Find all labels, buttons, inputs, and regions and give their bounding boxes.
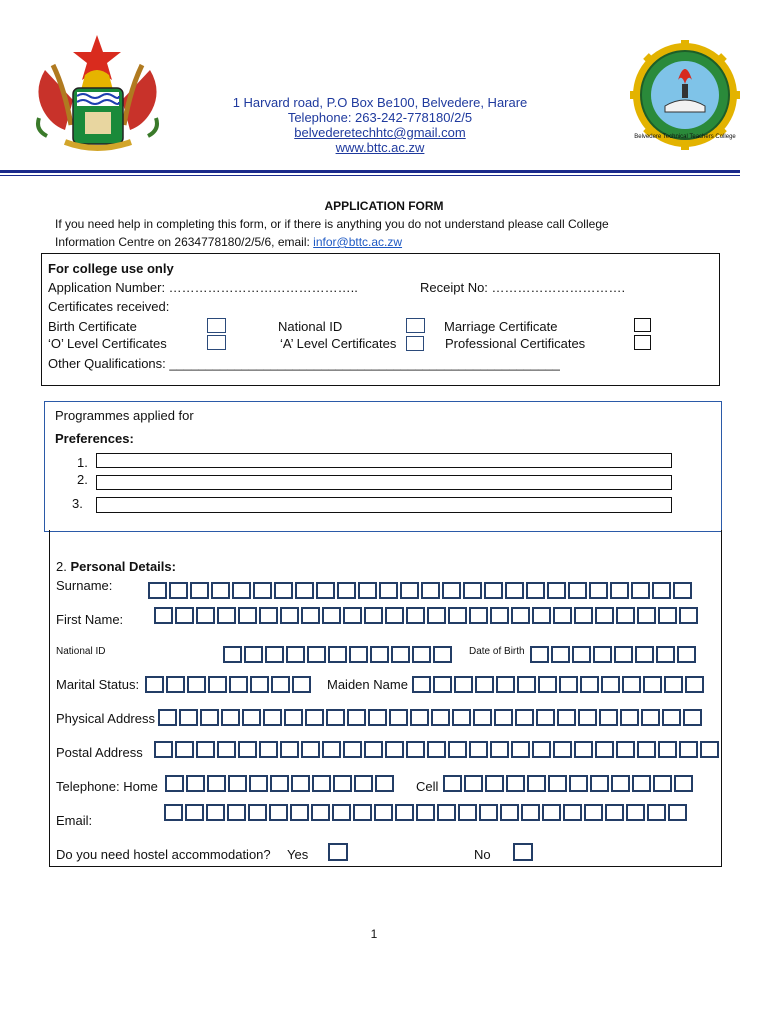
intro-line-1: If you need help in completing this form, or if there is anything you do not understand please call College xyxy=(55,217,609,231)
college-telephone: Telephone: 263-242-778180/2/5 xyxy=(287,110,473,125)
character-cell[interactable] xyxy=(437,804,456,821)
personal-heading: Personal Details: xyxy=(70,559,176,574)
surname-label: Surname: xyxy=(56,578,113,593)
character-cell[interactable] xyxy=(652,582,671,599)
character-cell[interactable] xyxy=(375,775,394,792)
character-cell[interactable] xyxy=(412,646,431,663)
birth-certificate-label: Birth Certificate xyxy=(48,319,137,334)
character-cell[interactable] xyxy=(526,582,545,599)
character-cell[interactable] xyxy=(559,676,578,693)
character-cell[interactable] xyxy=(322,607,341,624)
character-cell[interactable] xyxy=(469,741,488,758)
character-cell[interactable] xyxy=(637,607,656,624)
physical-address-label: Physical Address xyxy=(56,711,155,726)
character-cell[interactable] xyxy=(620,709,639,726)
character-cell[interactable] xyxy=(284,709,303,726)
character-cell[interactable] xyxy=(511,741,530,758)
character-cell[interactable] xyxy=(244,646,263,663)
character-cell[interactable] xyxy=(265,646,284,663)
character-cell[interactable] xyxy=(185,804,204,821)
character-cell[interactable] xyxy=(643,676,662,693)
character-cell[interactable] xyxy=(354,775,373,792)
character-cell[interactable] xyxy=(427,741,446,758)
character-cell[interactable] xyxy=(448,607,467,624)
character-cell[interactable] xyxy=(599,709,618,726)
character-cell[interactable] xyxy=(593,646,612,663)
marriage-certificate-checkbox[interactable] xyxy=(634,318,651,332)
date-of-birth-label: Date of Birth xyxy=(469,646,525,657)
character-cell[interactable] xyxy=(368,709,387,726)
character-cell[interactable] xyxy=(206,804,225,821)
character-cell[interactable] xyxy=(370,646,389,663)
hostel-no-label: No xyxy=(474,847,491,862)
character-cell[interactable] xyxy=(653,775,672,792)
character-cell[interactable] xyxy=(312,775,331,792)
character-cell[interactable] xyxy=(259,607,278,624)
character-cell[interactable] xyxy=(316,582,335,599)
character-cell[interactable] xyxy=(332,804,351,821)
preferences-label: Preferences: xyxy=(55,431,134,446)
hostel-no-checkbox[interactable] xyxy=(513,843,533,861)
character-cell[interactable] xyxy=(631,582,650,599)
character-cell[interactable] xyxy=(307,646,326,663)
character-cell[interactable] xyxy=(353,804,372,821)
character-cell[interactable] xyxy=(656,646,675,663)
character-cell[interactable] xyxy=(622,676,641,693)
character-cell[interactable] xyxy=(217,607,236,624)
national-id-label: National ID xyxy=(278,319,343,334)
character-cell[interactable] xyxy=(145,676,164,693)
o-level-label: ‘O’ Level Certificates xyxy=(48,336,167,351)
date-of-birth-field[interactable] xyxy=(530,646,698,663)
character-cell[interactable] xyxy=(207,775,226,792)
character-cell[interactable] xyxy=(389,709,408,726)
character-cell[interactable] xyxy=(595,607,614,624)
character-cell[interactable] xyxy=(249,775,268,792)
character-cell[interactable] xyxy=(238,741,257,758)
character-cell[interactable] xyxy=(452,709,471,726)
character-cell[interactable] xyxy=(364,741,383,758)
character-cell[interactable] xyxy=(527,775,546,792)
character-cell[interactable] xyxy=(211,582,230,599)
character-cell[interactable] xyxy=(574,607,593,624)
character-cell[interactable] xyxy=(679,741,698,758)
character-cell[interactable] xyxy=(301,741,320,758)
college-address: 1 Harvard road, P.O Box Be100, Belvedere, Harare xyxy=(232,95,528,110)
character-cell[interactable] xyxy=(464,775,483,792)
character-cell[interactable] xyxy=(427,607,446,624)
character-cell[interactable] xyxy=(385,741,404,758)
character-cell[interactable] xyxy=(248,804,267,821)
character-cell[interactable] xyxy=(515,709,534,726)
character-cell[interactable] xyxy=(506,775,525,792)
character-cell[interactable] xyxy=(154,741,173,758)
character-cell[interactable] xyxy=(328,646,347,663)
character-cell[interactable] xyxy=(286,646,305,663)
character-cell[interactable] xyxy=(274,582,293,599)
character-cell[interactable] xyxy=(433,676,452,693)
character-cell[interactable] xyxy=(238,607,257,624)
character-cell[interactable] xyxy=(530,646,549,663)
email-field[interactable] xyxy=(164,804,689,821)
maiden-name-label: Maiden Name xyxy=(327,677,408,692)
character-cell[interactable] xyxy=(164,804,183,821)
logo-text: Belvedere Technical Teachers College xyxy=(634,134,736,140)
character-cell[interactable] xyxy=(532,741,551,758)
character-cell[interactable] xyxy=(295,582,314,599)
national-id-checkbox[interactable] xyxy=(406,318,425,333)
character-cell[interactable] xyxy=(347,709,366,726)
character-cell[interactable] xyxy=(343,607,362,624)
character-cell[interactable] xyxy=(521,804,540,821)
marital-status-field[interactable] xyxy=(145,676,313,693)
character-cell[interactable] xyxy=(395,804,414,821)
college-use-heading: For college use only xyxy=(48,261,174,276)
character-cell[interactable] xyxy=(611,775,630,792)
marriage-certificate-label: Marriage Certificate xyxy=(444,319,558,334)
character-cell[interactable] xyxy=(280,607,299,624)
character-cell[interactable] xyxy=(614,646,633,663)
character-cell[interactable] xyxy=(496,676,515,693)
character-cell[interactable] xyxy=(259,741,278,758)
preference-2-field[interactable] xyxy=(96,475,672,490)
birth-certificate-checkbox[interactable] xyxy=(207,318,226,333)
character-cell[interactable] xyxy=(635,646,654,663)
character-cell[interactable] xyxy=(196,741,215,758)
character-cell[interactable] xyxy=(677,646,696,663)
hostel-yes-label: Yes xyxy=(287,847,309,862)
college-website-link[interactable]: www.bttc.ac.zw xyxy=(335,140,425,155)
form-title: APPLICATION FORM xyxy=(324,199,444,213)
character-cell[interactable] xyxy=(292,676,311,693)
character-cell[interactable] xyxy=(463,582,482,599)
character-cell[interactable] xyxy=(400,582,419,599)
character-cell[interactable] xyxy=(616,607,635,624)
character-cell[interactable] xyxy=(578,709,597,726)
character-cell[interactable] xyxy=(200,709,219,726)
character-cell[interactable] xyxy=(250,676,269,693)
character-cell[interactable] xyxy=(410,709,429,726)
character-cell[interactable] xyxy=(458,804,477,821)
character-cell[interactable] xyxy=(454,676,473,693)
preference-3-number: 3. xyxy=(72,496,83,511)
character-cell[interactable] xyxy=(551,646,570,663)
character-cell[interactable] xyxy=(242,709,261,726)
character-cell[interactable] xyxy=(580,676,599,693)
character-cell[interactable] xyxy=(391,646,410,663)
character-cell[interactable] xyxy=(448,741,467,758)
character-cell[interactable] xyxy=(208,676,227,693)
character-cell[interactable] xyxy=(505,582,524,599)
application-number: Application Number: …………………………………….. xyxy=(48,280,358,295)
character-cell[interactable] xyxy=(517,676,536,693)
postal-address-field[interactable] xyxy=(154,741,721,758)
character-cell[interactable] xyxy=(148,582,167,599)
character-cell[interactable] xyxy=(379,582,398,599)
intro-line-2: Information Centre on 2634778180/2/5/6, email: infor@bttc.ac.zw xyxy=(55,235,403,249)
first-name-label: First Name: xyxy=(56,612,124,627)
character-cell[interactable] xyxy=(590,775,609,792)
character-cell[interactable] xyxy=(536,709,555,726)
character-cell[interactable] xyxy=(326,709,345,726)
preference-1-field[interactable] xyxy=(96,453,672,468)
character-cell[interactable] xyxy=(647,804,666,821)
character-cell[interactable] xyxy=(475,676,494,693)
character-cell[interactable] xyxy=(479,804,498,821)
a-level-checkbox[interactable] xyxy=(406,336,424,351)
hostel-question: Do you need hostel accommodation? xyxy=(56,847,271,862)
character-cell[interactable] xyxy=(343,741,362,758)
character-cell[interactable] xyxy=(217,741,236,758)
character-cell[interactable] xyxy=(679,607,698,624)
character-cell[interactable] xyxy=(584,804,603,821)
certificates-received: Certificates received: xyxy=(48,299,170,314)
character-cell[interactable] xyxy=(469,607,488,624)
character-cell[interactable] xyxy=(572,646,591,663)
character-cell[interactable] xyxy=(595,741,614,758)
character-cell[interactable] xyxy=(196,607,215,624)
character-cell[interactable] xyxy=(169,582,188,599)
character-cell[interactable] xyxy=(364,607,383,624)
character-cell[interactable] xyxy=(175,607,194,624)
hostel-yes-checkbox[interactable] xyxy=(328,843,348,861)
character-cell[interactable] xyxy=(485,775,504,792)
character-cell[interactable] xyxy=(333,775,352,792)
header-divider-thin xyxy=(0,175,740,176)
character-cell[interactable] xyxy=(165,775,184,792)
character-cell[interactable] xyxy=(490,607,509,624)
character-cell[interactable] xyxy=(490,741,509,758)
character-cell[interactable] xyxy=(569,775,588,792)
receipt-number: Receipt No: …………………………. xyxy=(420,280,626,295)
character-cell[interactable] xyxy=(232,582,251,599)
character-cell[interactable] xyxy=(553,607,572,624)
telephone-home-field[interactable] xyxy=(165,775,396,792)
professional-certificates-checkbox[interactable] xyxy=(634,335,651,350)
character-cell[interactable] xyxy=(605,804,624,821)
character-cell[interactable] xyxy=(538,676,557,693)
character-cell[interactable] xyxy=(442,582,461,599)
national-id-field[interactable] xyxy=(223,646,454,663)
character-cell[interactable] xyxy=(473,709,492,726)
character-cell[interactable] xyxy=(311,804,330,821)
character-cell[interactable] xyxy=(683,709,702,726)
character-cell[interactable] xyxy=(412,676,431,693)
intro-email-link[interactable]: infor@bttc.ac.zw xyxy=(313,235,403,249)
character-cell[interactable] xyxy=(227,804,246,821)
surname-field[interactable] xyxy=(148,582,694,599)
character-cell[interactable] xyxy=(532,607,551,624)
maiden-name-field[interactable] xyxy=(412,676,706,693)
character-cell[interactable] xyxy=(574,741,593,758)
character-cell[interactable] xyxy=(500,804,519,821)
character-cell[interactable] xyxy=(542,804,561,821)
character-cell[interactable] xyxy=(664,676,683,693)
character-cell[interactable] xyxy=(673,582,692,599)
preference-2-number: 2. xyxy=(77,472,88,487)
marital-status-label: Marital Status: xyxy=(56,677,140,692)
character-cell[interactable] xyxy=(610,582,629,599)
character-cell[interactable] xyxy=(374,804,393,821)
email-label: Email: xyxy=(56,813,93,828)
a-level-label: ‘A’ Level Certificates xyxy=(280,336,397,351)
character-cell[interactable] xyxy=(349,646,368,663)
character-cell[interactable] xyxy=(322,741,341,758)
postal-address-label: Postal Address xyxy=(56,745,143,760)
character-cell[interactable] xyxy=(700,741,719,758)
character-cell[interactable] xyxy=(563,804,582,821)
character-cell[interactable] xyxy=(685,676,704,693)
character-cell[interactable] xyxy=(158,709,177,726)
character-cell[interactable] xyxy=(186,775,205,792)
header-divider xyxy=(0,170,740,173)
character-cell[interactable] xyxy=(187,676,206,693)
programmes-heading: Programmes applied for xyxy=(55,408,194,423)
character-cell[interactable] xyxy=(301,607,320,624)
character-cell[interactable] xyxy=(228,775,247,792)
character-cell[interactable] xyxy=(406,741,425,758)
character-cell[interactable] xyxy=(662,709,681,726)
character-cell[interactable] xyxy=(263,709,282,726)
character-cell[interactable] xyxy=(385,607,404,624)
cell-field[interactable] xyxy=(443,775,695,792)
character-cell[interactable] xyxy=(641,709,660,726)
character-cell[interactable] xyxy=(668,804,687,821)
character-cell[interactable] xyxy=(548,775,567,792)
character-cell[interactable] xyxy=(229,676,248,693)
first-name-field[interactable] xyxy=(154,607,700,624)
preference-3-field[interactable] xyxy=(96,497,672,513)
telephone-home-label: Telephone: Home xyxy=(56,779,158,794)
character-cell[interactable] xyxy=(406,607,425,624)
character-cell[interactable] xyxy=(494,709,513,726)
character-cell[interactable] xyxy=(484,582,503,599)
preference-1-number: 1. xyxy=(77,455,88,470)
character-cell[interactable] xyxy=(280,741,299,758)
character-cell[interactable] xyxy=(658,741,677,758)
character-cell[interactable] xyxy=(616,741,635,758)
character-cell[interactable] xyxy=(589,582,608,599)
page-number: 1 xyxy=(370,927,378,941)
character-cell[interactable] xyxy=(601,676,620,693)
character-cell[interactable] xyxy=(637,741,656,758)
character-cell[interactable] xyxy=(223,646,242,663)
character-cell[interactable] xyxy=(154,607,173,624)
character-cell[interactable] xyxy=(190,582,209,599)
character-cell[interactable] xyxy=(337,582,356,599)
college-email-link[interactable]: belvederetechhtc@gmail.com xyxy=(294,125,466,140)
character-cell[interactable] xyxy=(557,709,576,726)
character-cell[interactable] xyxy=(416,804,435,821)
professional-certificates-label: Professional Certificates xyxy=(445,336,586,351)
physical-address-field[interactable] xyxy=(158,709,704,726)
national-id-field-label: National ID xyxy=(56,646,106,657)
character-cell[interactable] xyxy=(221,709,240,726)
college-logo-icon xyxy=(630,40,740,150)
character-cell[interactable] xyxy=(179,709,198,726)
character-cell[interactable] xyxy=(269,804,288,821)
personal-number: 2. xyxy=(56,559,67,574)
character-cell[interactable] xyxy=(431,709,450,726)
character-cell[interactable] xyxy=(547,582,566,599)
character-cell[interactable] xyxy=(253,582,272,599)
character-cell[interactable] xyxy=(511,607,530,624)
o-level-checkbox[interactable] xyxy=(207,335,226,350)
character-cell[interactable] xyxy=(626,804,645,821)
cell-label: Cell xyxy=(416,779,439,794)
character-cell[interactable] xyxy=(270,775,289,792)
character-cell[interactable] xyxy=(271,676,290,693)
character-cell[interactable] xyxy=(291,775,310,792)
character-cell[interactable] xyxy=(632,775,651,792)
character-cell[interactable] xyxy=(658,607,677,624)
character-cell[interactable] xyxy=(568,582,587,599)
character-cell[interactable] xyxy=(290,804,309,821)
character-cell[interactable] xyxy=(421,582,440,599)
character-cell[interactable] xyxy=(175,741,194,758)
character-cell[interactable] xyxy=(305,709,324,726)
character-cell[interactable] xyxy=(553,741,572,758)
character-cell[interactable] xyxy=(433,646,452,663)
other-qualifications: Other Qualifications: ______________________________________________________ xyxy=(48,356,560,371)
character-cell[interactable] xyxy=(443,775,462,792)
character-cell[interactable] xyxy=(358,582,377,599)
zimbabwe-coat-of-arms-icon xyxy=(25,30,170,158)
character-cell[interactable] xyxy=(674,775,693,792)
character-cell[interactable] xyxy=(166,676,185,693)
